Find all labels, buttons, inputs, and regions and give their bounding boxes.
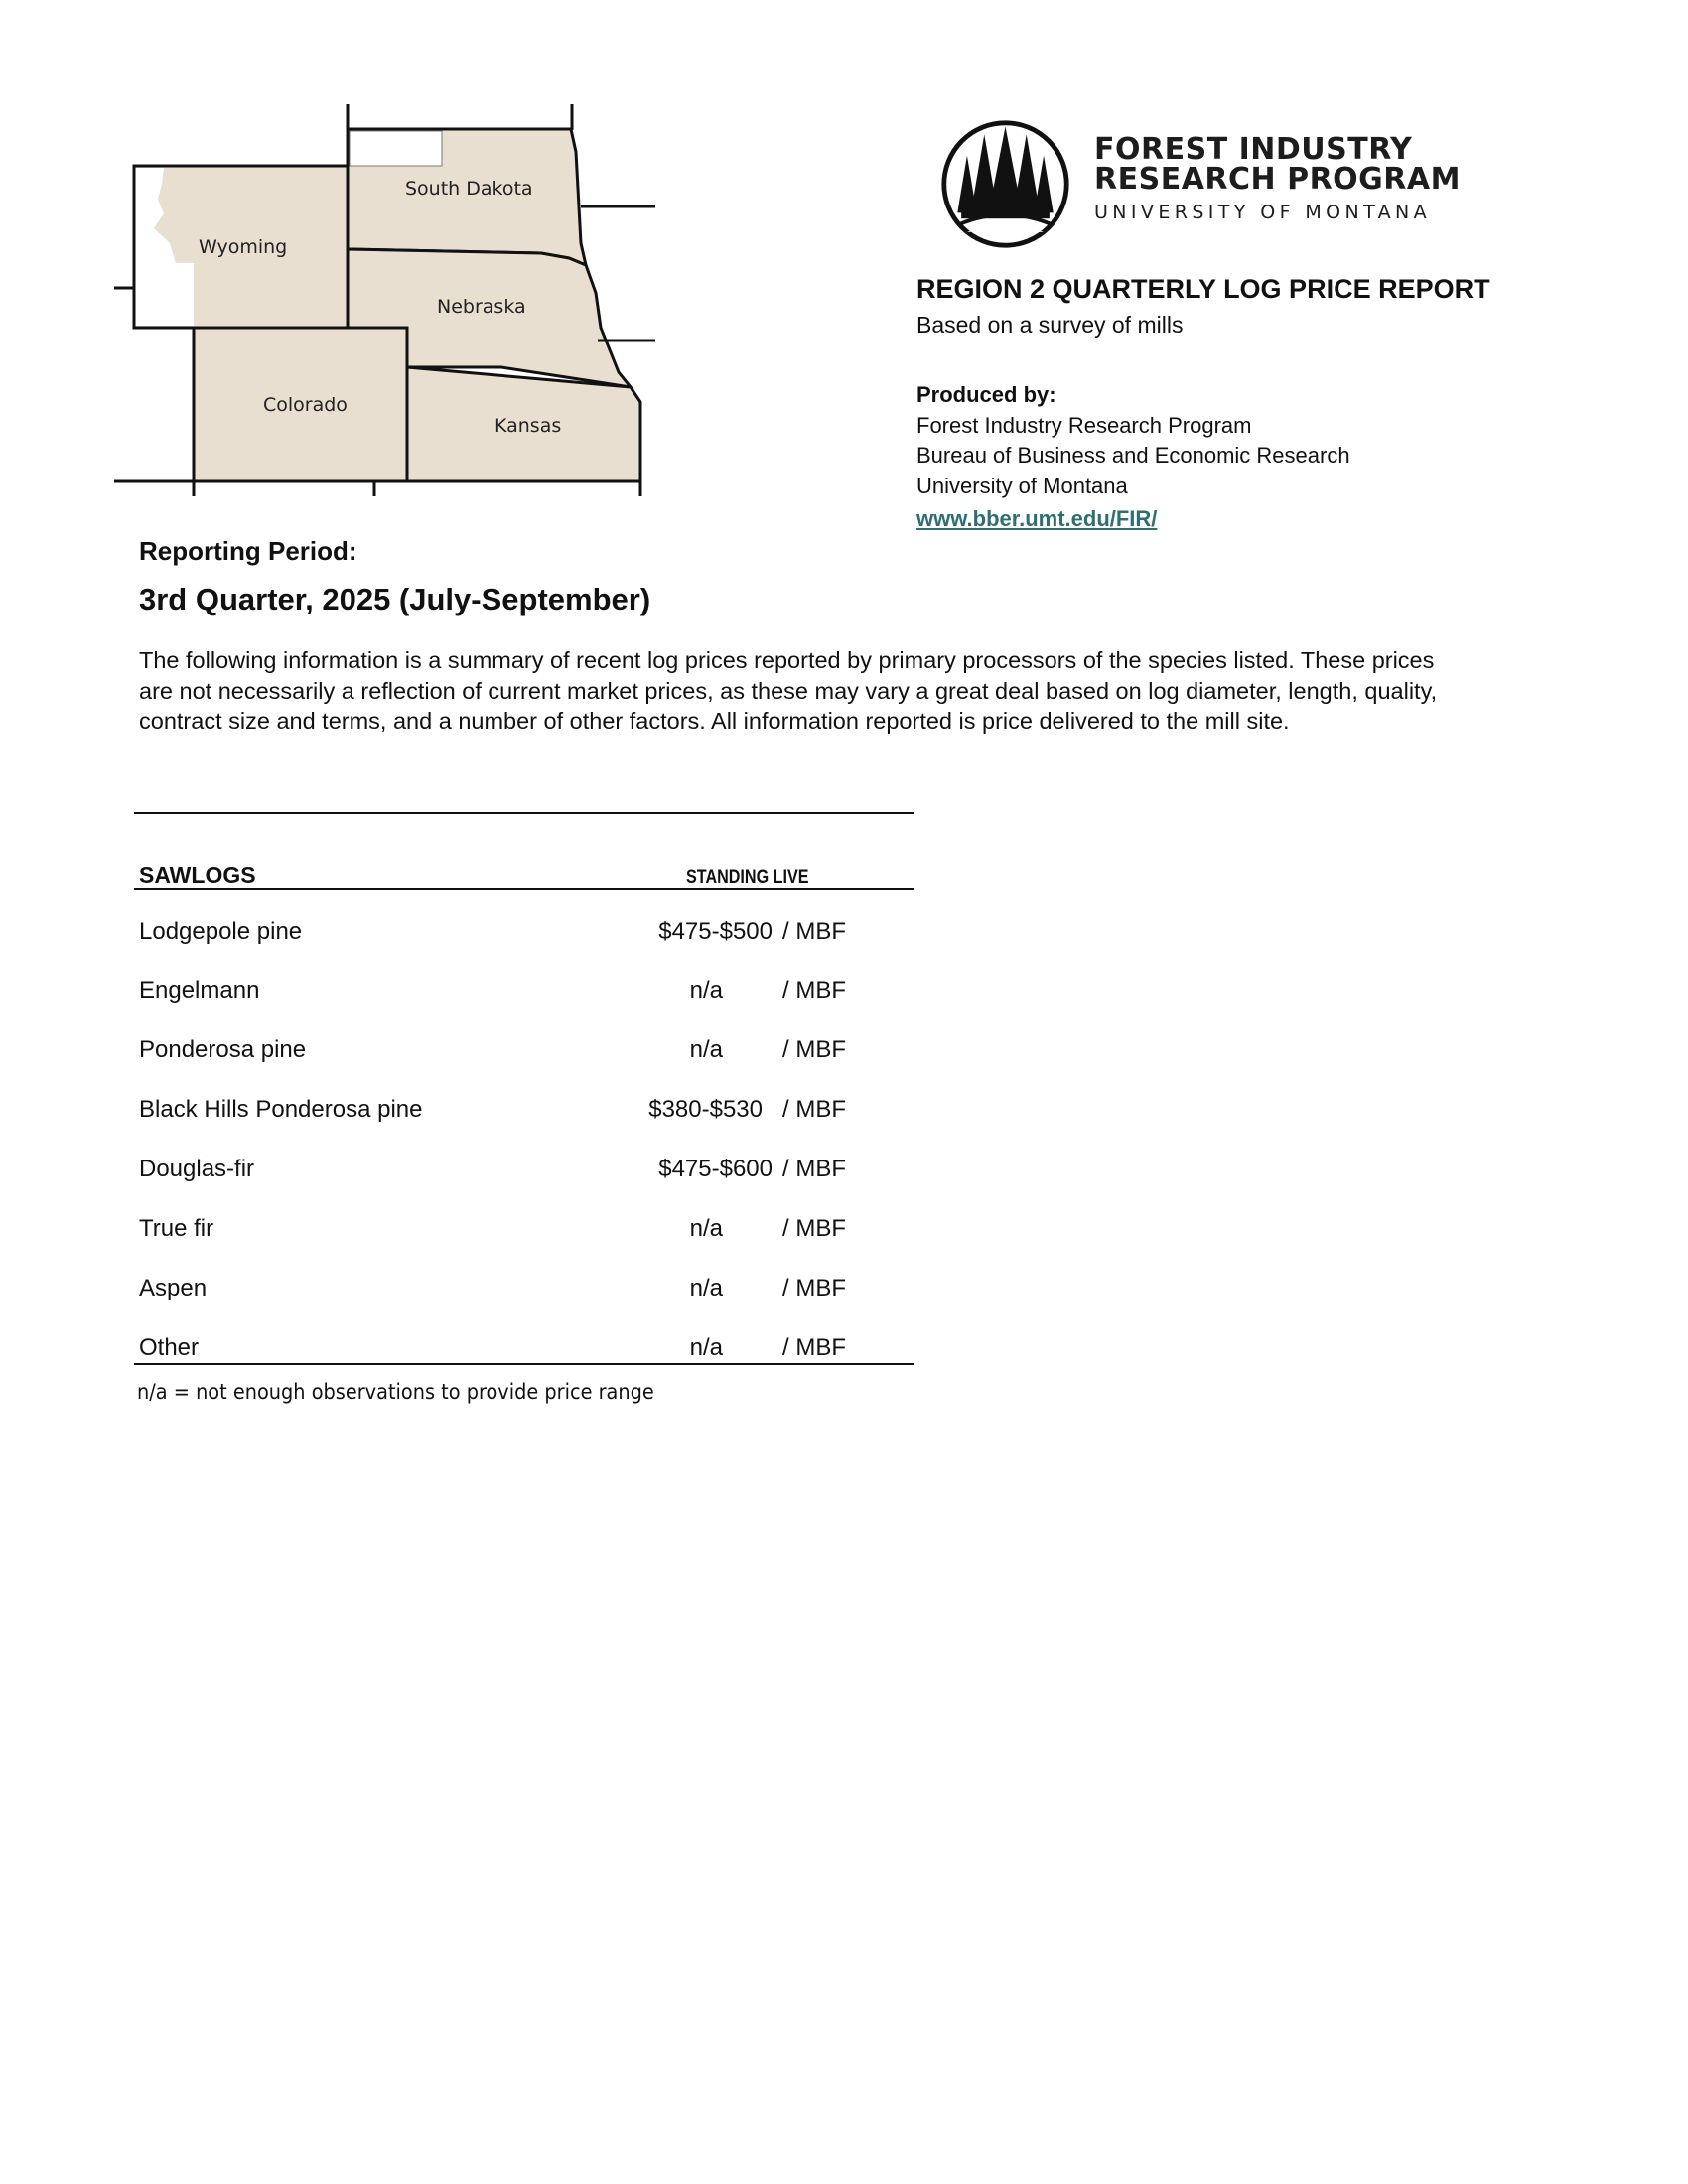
price-range: $380-$530 xyxy=(648,1096,763,1123)
reporting-period-value: 3rd Quarter, 2025 (July-September) xyxy=(139,582,651,616)
price-unit: / MBF xyxy=(782,1156,846,1182)
table-row xyxy=(0,1334,1688,1366)
column-header-standing-live: STANDING LIVE xyxy=(686,867,809,887)
table-header-rule xyxy=(134,888,914,890)
table-row xyxy=(0,1215,1688,1247)
price-range: $475-$600 xyxy=(658,1156,773,1182)
section-title-sawlogs: SAWLOGS xyxy=(139,862,256,887)
website-link[interactable]: www.bber.umt.edu/FIR/ xyxy=(916,506,1158,531)
table-row xyxy=(0,977,1688,1009)
price-unit: / MBF xyxy=(782,918,846,945)
reporting-period-label: Reporting Period: xyxy=(139,536,357,566)
report-title: REGION 2 QUARTERLY LOG PRICE REPORT xyxy=(916,274,1490,304)
brand-line-2: RESEARCH PROGRAM xyxy=(1094,162,1461,197)
table-row xyxy=(0,1036,1688,1068)
map-label-colorado: Colorado xyxy=(263,394,348,416)
region-map xyxy=(114,104,670,501)
price-unit: / MBF xyxy=(782,1275,846,1301)
species-name: Lodgepole pine xyxy=(139,918,303,945)
forest-circle-logo-icon xyxy=(938,117,1072,251)
price-range: n/a xyxy=(689,1036,723,1063)
price-unit: / MBF xyxy=(782,1334,846,1361)
table-row xyxy=(0,1275,1688,1306)
price-range: n/a xyxy=(689,977,723,1004)
table-row xyxy=(0,1156,1688,1187)
produced-by-label: Produced by: xyxy=(916,382,1056,407)
species-name: Aspen xyxy=(139,1275,208,1301)
species-name: Engelmann xyxy=(139,977,260,1004)
price-unit: / MBF xyxy=(782,1036,846,1063)
intro-paragraph: The following information is a summary of recent log prices reported by primary processors of the species listed. These prices are not necessarily a reflection of current market prices, as these may vary a great deal based on log diameter, length, quality, contract size and terms, and a number of other factors. All information reported is price delivered to the mill site. xyxy=(139,647,1438,734)
producer-line: University of Montana xyxy=(916,473,1128,498)
species-name: Douglas-fir xyxy=(139,1156,255,1182)
producer-line: Forest Industry Research Program xyxy=(916,412,1252,438)
species-name: Other xyxy=(139,1334,200,1361)
brand-line-3: UNIVERSITY OF MONTANA xyxy=(1094,202,1432,223)
report-subtitle: Based on a survey of mills xyxy=(916,312,1184,338)
map-label-wyoming: Wyoming xyxy=(199,236,288,258)
price-range: n/a xyxy=(689,1334,723,1361)
map-label-south-dakota: South Dakota xyxy=(405,178,533,200)
table-row xyxy=(0,1096,1688,1128)
price-range: n/a xyxy=(689,1275,723,1301)
produced-by-block xyxy=(916,380,1350,535)
price-unit: / MBF xyxy=(782,977,846,1004)
table-footnote: n/a = not enough observations to provide price range xyxy=(137,1380,654,1404)
table-top-rule xyxy=(134,812,914,814)
species-name: Black Hills Ponderosa pine xyxy=(139,1096,423,1123)
species-name: Ponderosa pine xyxy=(139,1036,307,1063)
price-range: $475-$500 xyxy=(658,918,773,945)
price-unit: / MBF xyxy=(782,1215,846,1242)
map-label-kansas: Kansas xyxy=(494,415,562,437)
program-brand xyxy=(1094,132,1461,223)
producer-line: Bureau of Business and Economic Research xyxy=(916,443,1350,468)
brand-line-1: FOREST INDUSTRY xyxy=(1094,132,1413,167)
price-unit: / MBF xyxy=(782,1096,846,1123)
map-label-nebraska: Nebraska xyxy=(437,296,526,318)
price-range: n/a xyxy=(689,1215,723,1242)
species-name: True fir xyxy=(139,1215,214,1242)
table-bottom-rule xyxy=(134,1363,914,1365)
table-row xyxy=(0,918,1688,950)
